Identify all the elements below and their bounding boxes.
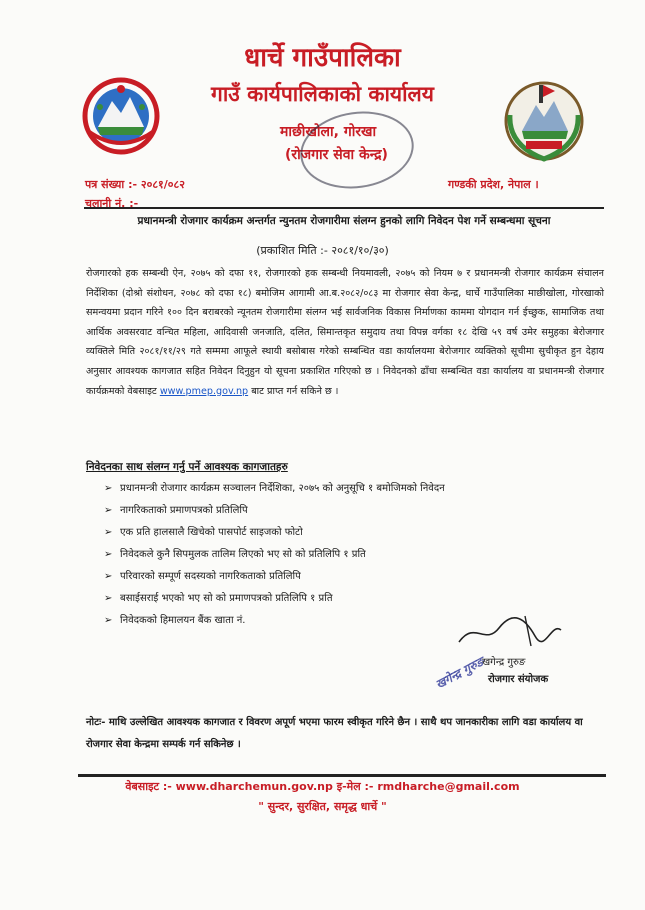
list-item: ➢ बसाईसराई भएको भए सो को प्रमाणपत्रको प्रतिलिपि १ प्रति <box>104 588 584 610</box>
notice-body <box>86 264 604 401</box>
office-unit: (रोजगार सेवा केन्द्र) <box>285 147 388 163</box>
footer-contact: वेबसाइट :- www.dharchemun.gov.np इ-मेल :- rmdharche@gmail.com <box>125 780 520 793</box>
published-date: (प्रकाशित मिति :- २०८१/१०/३०) <box>256 244 389 257</box>
footer-motto: " सुन्दर, सुरक्षित, समृद्ध धार्चे " <box>258 800 387 813</box>
arrow-bullet-icon: ➢ <box>104 505 113 516</box>
municipality-name: धार्चे गाउँपालिका <box>244 43 401 73</box>
header-divider <box>84 207 604 209</box>
arrow-bullet-icon: ➢ <box>104 571 113 582</box>
signatory-name: खगेन्द्र गुरुङ <box>482 657 526 668</box>
list-item: ➢ प्रधानमन्त्री रोजगार कार्यक्रम सञ्चालन निर्देशिका, २०७५ को अनुसूचि १ बमोजिमको निवेदन <box>104 478 584 500</box>
dispatch-number: चलानी नं. :- <box>85 197 139 210</box>
list-item: ➢ निवेदकले कुनै सिपमुलक तालिम लिएको भए सो को प्रतिलिपि १ प्रति <box>104 544 584 566</box>
documents-heading: निवेदनका साथ संलग्न गर्नु पर्ने आवश्यक कागजातहरु <box>86 461 288 473</box>
signatory-title: रोजगार संयोजक <box>488 674 549 685</box>
office-stamp-icon <box>295 104 418 195</box>
pmep-website-link[interactable]: www.pmep.gov.np <box>159 385 249 397</box>
list-item: ➢ निवेदकको हिमालयन बैंक खाता नं. <box>104 610 584 632</box>
list-item: ➢ एक प्रति हालसालै खिचेको पासपोर्ट साइजको फोटो <box>104 522 584 544</box>
arrow-bullet-icon: ➢ <box>104 527 113 538</box>
body-text-end: बाट प्राप्त गर्न सकिने छ । <box>251 385 339 397</box>
reference-number: पत्र संख्या :- २०८१/०८२ <box>85 178 185 191</box>
note-text: नोटः- माथि उल्लेखित आवश्यक कागजात र विवरण अपूर्ण भएमा फारम स्वीकृत गरिने छैन । साथै थप जानकारीका लागि वडा कार्यालय वा रोजगार सेवा केन्द्रमा सम्पर्क गर्न सकिनेछ । <box>86 717 583 750</box>
footer-divider <box>78 774 606 777</box>
signature-stamp: खगेन्द्र गुरुङ <box>433 654 487 692</box>
arrow-bullet-icon: ➢ <box>104 549 113 560</box>
province-label: गण्डकी प्रदेश, नेपाल । <box>448 178 539 191</box>
office-location: माछीखोला, गोरखा <box>280 124 377 140</box>
notice-subject: प्रधानमन्त्री रोजगार कार्यक्रम अन्तर्गत न्युनतम रोजगारीमा संलग्न हुनको लागि निवेदन पेश गर्ने सम्बन्धमा सूचना <box>137 215 551 227</box>
list-item: ➢ परिवारको सम्पूर्ण सदस्यको नागरिकताको प्रतिलिपि <box>104 566 584 588</box>
list-item: ➢ नागरिकताको प्रमाणपत्रको प्रतिलिपि <box>104 500 584 522</box>
arrow-bullet-icon: ➢ <box>104 483 113 494</box>
documents-list <box>104 478 584 632</box>
office-name: गाउँ कार्यपालिकाको कार्यालय <box>211 82 434 106</box>
body-text: रोजगारको हक सम्बन्धी ऐन, २०७५ को दफा ११, रोजगारको हक सम्बन्धी नियमावली, २०७५ को नियम ७ र प्रधानमन्त्री रोजगार कार्यक्रम संचालन निर्देशिका (दोश्रो संशोधन, २०७८ को दफा १८) बमोजिम आगामी आ.ब.२०८२/०८३ मा रोजगार सेवा केन्द्र, धार्चे गाउँपालिका माछीखोला, गोरखाको समन्वयमा प्रदान गरिने १०० दिन बराबरको न्यूनतम रोजगारीमा संलग्न भई सार्वजनिक विकास निर्माणका काममा योगदान गर्न ईच्छुक, सामाजिक तथा आर्थिक अवसरवाट वन्चित महिला, आदिवासी जनजाति, दलित, सिमान्तकृत समुदाय तथा विपन्न वर्गका १८ देखि ५९ वर्ष उमेर समुहका बेरोजगार व्यक्तिले मिति २०८१/११/२९ गते सम्ममा आफूले स्थायी बसोबास गरेको सम्बन्धित वडा कार्यालयमा बेरोजगार व्यक्तिको सूचीमा सुचीकृत हुन देहाय अनुसार आवश्यक कागजात सहित निवेदन दिनुहुन यो सूचना प्रकाशित गरिएको छ । निवेदनको ढाँचा सम्बन्धित वडा कार्यालय वा प्रधानमन्त्री रोजगार कार्यक्रमको वेबसाइट <box>86 268 604 397</box>
arrow-bullet-icon: ➢ <box>104 615 113 626</box>
arrow-bullet-icon: ➢ <box>104 593 113 604</box>
